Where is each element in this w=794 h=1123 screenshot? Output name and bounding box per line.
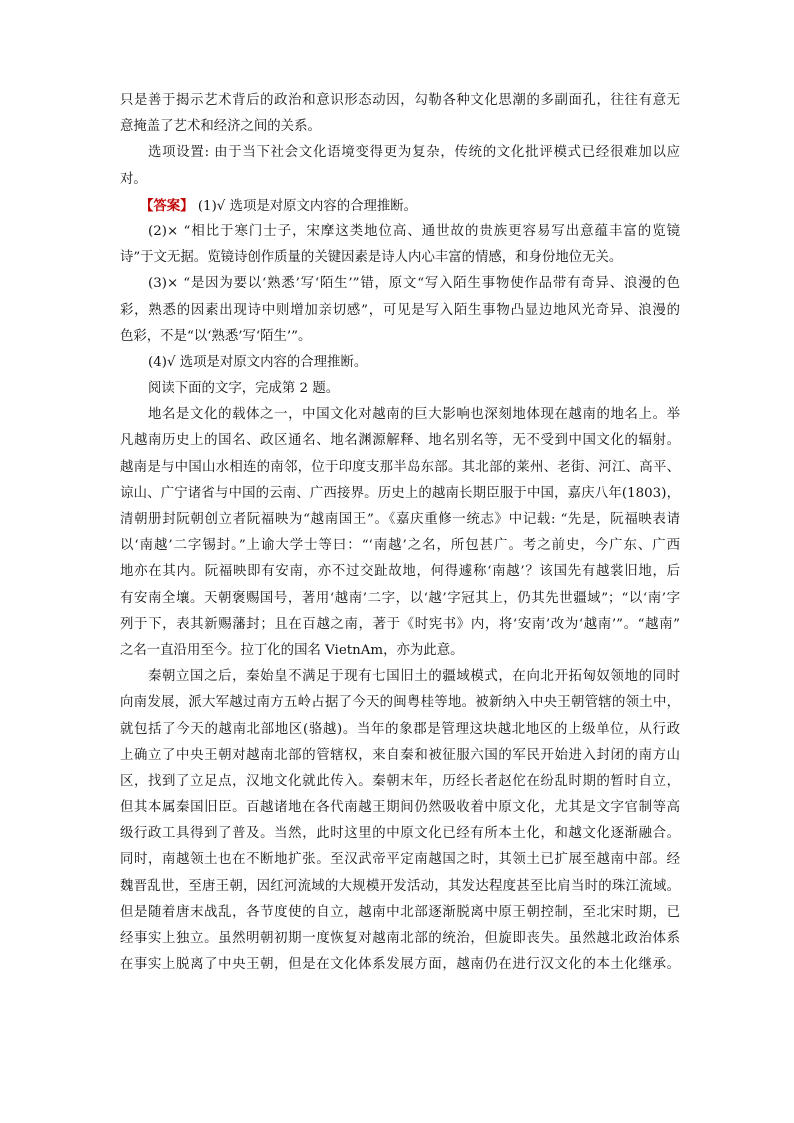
text-line bbox=[120, 376, 680, 402]
line-text: 秦朝立国之后，秦始皇不满足于现有七国旧土的疆域模式，在向北开拓匈奴领地的同时 bbox=[148, 669, 680, 685]
line-text: 列于下，表其新赐藩封；且在百越之南，著于《时宪书》内，将‘安南’改为‘越南’”。“越南” bbox=[120, 616, 680, 632]
text-line bbox=[120, 926, 680, 952]
text-line bbox=[120, 455, 680, 481]
text-line bbox=[120, 743, 680, 769]
text-line bbox=[120, 586, 680, 612]
text-line bbox=[120, 245, 680, 271]
line-text: 之名一直沿用至今。拉丁化的国名 VietnAm，亦为此意。 bbox=[120, 642, 464, 658]
line-text: 阅读下面的文字，完成第 2 题。 bbox=[148, 381, 340, 397]
line-text: 上确立了中央王朝对越南北部的管辖权，来自秦和被征服六国的军民开始进入封闭的南方山 bbox=[120, 747, 680, 763]
line-text: 区，找到了立足点，汉地文化就此传入。秦朝末年，历经长者赵佗在纷乱时期的暂时自立， bbox=[120, 773, 680, 789]
line-text: 同时，南越领土也在不断地扩张。至汉武帝平定南越国之时，其领土已扩展至越南中部。经 bbox=[120, 852, 680, 868]
line-text: 向南发展，派大军越过南方五岭占据了今天的闽粤桂等地。被新纳入中央王朝管辖的领土中， bbox=[120, 695, 680, 711]
line-text: 只是善于揭示艺术背后的政治和意识形态动因，勾勒各种文化思潮的多副面孔，往往有意无 bbox=[120, 93, 680, 108]
text-line bbox=[120, 219, 680, 245]
line-text: 色彩，不是“以‘熟悉’写‘陌生’”。 bbox=[120, 328, 312, 344]
line-text: 以‘南越’二字锡封。”上谕大学士等曰：“‘南越’之名，所包甚广。考之前史，今广东、广西 bbox=[120, 538, 680, 554]
line-text: 谅山、广宁诸省与中国的云南、广西接界。历史上的越南长期臣服于中国，嘉庆八年(1803)， bbox=[120, 485, 680, 501]
line-text: 就包括了今天的越南北部地区(骆越)。当年的象郡是管理这块越北地区的上级单位，从行政 bbox=[120, 721, 680, 737]
text-line bbox=[120, 717, 680, 743]
line-text: 经事实上独立。虽然明朝初期一度恢复对越南北部的统治，但旋即丧失。虽然越北政治体系 bbox=[120, 931, 680, 946]
line-text: 级行政工具得到了普及。当然，此时这里的中原文化已经有所本土化，和越文化逐渐融合。 bbox=[120, 826, 680, 842]
line-text: 彩，熟悉的因素出现诗中则增加亲切感”，可见是写入陌生事物凸显边地风光奇异、浪漫的 bbox=[120, 302, 680, 318]
line-text: (4)√ 选项是对原文内容的合理推断。 bbox=[148, 354, 368, 370]
text-line bbox=[120, 481, 680, 507]
text-line bbox=[120, 298, 680, 324]
text-line bbox=[120, 140, 680, 166]
line-text: 但其本属秦国旧臣。百越诸地在各代南越王期间仍然吸收着中原文化，尤其是文字官制等高 bbox=[120, 800, 680, 816]
text-line bbox=[120, 795, 680, 821]
text-line bbox=[120, 271, 680, 297]
answer-label: 【答案】 bbox=[140, 197, 194, 214]
line-text: 地名是文化的载体之一，中国文化对越南的巨大影响也深刻地体现在越南的地名上。举 bbox=[148, 407, 680, 423]
text-line bbox=[120, 664, 680, 690]
text-line bbox=[120, 559, 680, 585]
line-text: 在事实上脱离了中央王朝，但是在文化体系发展方面，越南仍在进行汉文化的本土化继承。 bbox=[120, 957, 680, 973]
line-text: 但是随着唐末战乱，各节度使的自立，越南中北部逐渐脱离中原王朝控制，至北宋时期，已 bbox=[120, 904, 680, 920]
text-line bbox=[120, 900, 680, 926]
text-line bbox=[120, 952, 680, 978]
line-text: 有安南全壤。天朝褒赐国号，著用‘越南’二字，以‘越’字冠其上，仍其先世疆域”；“以‘南’字 bbox=[120, 590, 680, 606]
text-line bbox=[120, 428, 680, 454]
text-line bbox=[120, 350, 680, 376]
text-line bbox=[120, 533, 680, 559]
text-line bbox=[120, 874, 680, 900]
text-line bbox=[120, 402, 680, 428]
line-text: 意掩盖了艺术和经济之间的关系。 bbox=[120, 119, 321, 135]
text-line bbox=[120, 612, 680, 638]
line-text: 清朝册封阮朝创立者阮福映为“越南国王”。《嘉庆重修一统志》中记载: “先是，阮福映表请 bbox=[120, 512, 680, 527]
text-line bbox=[120, 690, 680, 716]
line-text: 魏晋乱世，至唐王朝，因红河流域的大规模开发活动，其发达程度甚至比肩当时的珠江流域。 bbox=[120, 878, 680, 894]
text-line bbox=[120, 507, 680, 533]
text-line bbox=[120, 324, 680, 350]
line-text: 越南是与中国山水相连的南邻，位于印度支那半岛东部。其北部的莱州、老街、河江、高平、 bbox=[120, 459, 680, 475]
document-page bbox=[120, 88, 680, 978]
text-line bbox=[120, 167, 680, 193]
line-text: (3)× “是因为要以‘熟悉’写‘陌生’”错，原文“写入陌生事物使作品带有奇异、浪漫的色 bbox=[148, 276, 680, 292]
text-line bbox=[120, 114, 680, 140]
line-text: (2)× “相比于寒门士子，宋摩这类地位高、通世故的贵族更容易写出意蕴丰富的览镜 bbox=[148, 223, 680, 239]
line-text: 选项设置: 由于当下社会文化语境变得更为复杂，传统的文化批评模式已经很难加以应 bbox=[148, 145, 680, 161]
text-line bbox=[120, 769, 680, 795]
text-line bbox=[120, 88, 680, 114]
line-text: 地亦在其内。阮福映即有安南，亦不过交趾故地，何得遽称‘南越’？该国先有越裳旧地，后 bbox=[120, 564, 680, 580]
line-text: 对。 bbox=[120, 171, 147, 187]
line-text: 诗”于文无据。览镜诗创作质量的关键因素是诗人内心丰富的情感，和身份地位无关。 bbox=[120, 250, 623, 266]
text-line bbox=[120, 847, 680, 873]
text-line bbox=[120, 821, 680, 847]
line-text: (1)√ 选项是对原文内容的合理推断。 bbox=[193, 198, 418, 214]
line-text: 凡越南历史上的国名、政区通名、地名渊源解释、地名别名等，无不受到中国文化的辐射。 bbox=[120, 433, 680, 449]
text-line bbox=[120, 638, 680, 664]
text-line bbox=[120, 193, 680, 219]
